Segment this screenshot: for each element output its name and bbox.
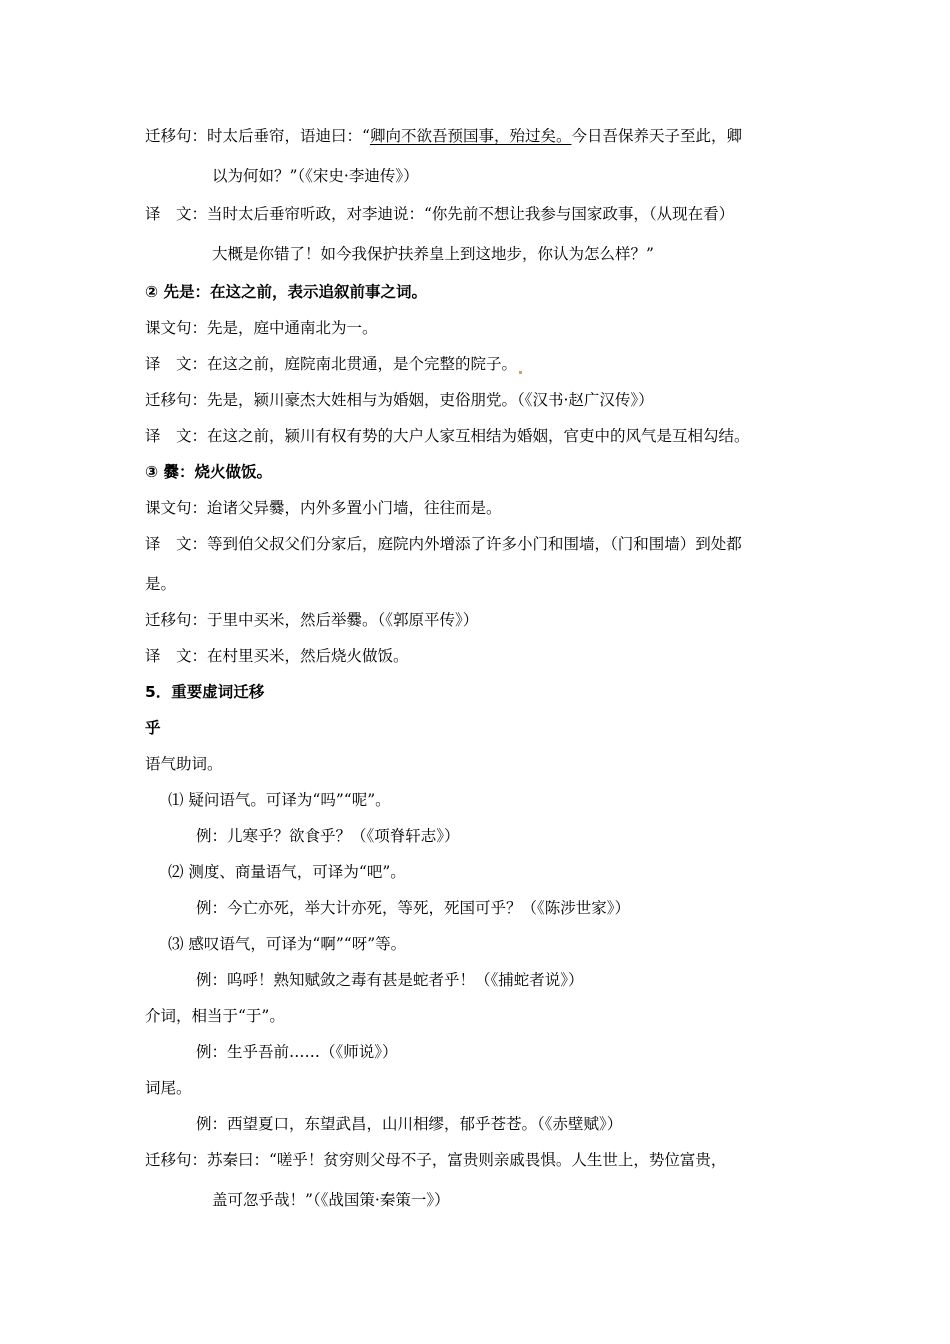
mark-dot [519,371,522,374]
migration-sentence-2: 迁移句：先是，颍川豪杰大姓相与为婚姻，吏俗朋党。（《汉书·赵广汉传》） [145,391,654,409]
function-word-heading: 乎 [145,719,161,737]
underlined-phrase: 卿向不欲吾预国事，殆过矣。 [369,127,572,145]
text-sentence-3: 课文句：迨诸父异爨，内外多置小门墙，往往而是。 [145,499,502,517]
text-segment: 译 文：在这之前，庭院南北贯通，是个完整的院子。 [145,355,518,373]
usage-example-2: 例：今亡亦死，举大计亦死，等死，死国可乎？（《陈涉世家》） [196,899,631,917]
text-segment: 今日吾保养天子至此，卿 [571,127,742,145]
migration-sentence-4-cont: 盖可忽乎哉！”（《战国策·秦策一》） [212,1191,450,1209]
term-heading-2: ② 先是：在这之前，表示追叙前事之词。 [145,283,428,301]
translation-3: 译 文：在这之前，颍川有权有势的大户人家互相结为婚姻，官吏中的风气是互相勾结。 [145,427,750,445]
text-sentence-2: 课文句：先是，庭中通南北为一。 [145,319,378,337]
usage-example-5: 例：西望夏口，东望武昌，山川相缪，郁乎苍苍。（《赤壁赋》） [196,1115,623,1133]
migration-sentence-1 [145,126,742,146]
translation-1-cont: 大概是你错了！如今我保护扶养皇上到这地步，你认为怎么样？” [212,245,654,263]
usage-item-3: ⑶ 感叹语气，可译为“啊”“呀”等。 [168,935,407,953]
migration-sentence-1-cont: 以为何如？”（《宋史·李迪传》） [212,167,419,185]
usage-modal-particle: 语气助词。 [145,755,223,773]
migration-sentence-3: 迁移句：于里中买米，然后举爨。（《郭原平传》） [145,611,479,629]
term-heading-3: ③ 爨：烧火做饭。 [145,463,273,481]
translation-5: 译 文：在村里买米，然后烧火做饭。 [145,647,409,665]
text-segment: 迁移句：时太后垂帘，语迪曰：“ [145,127,370,145]
translation-1: 译 文：当时太后垂帘听政，对李迪说：“你先前不想让我参与国家政事，（从现在看） [145,205,735,223]
migration-sentence-4: 迁移句：苏秦曰：“嗟乎！贫穷则父母不子，富贵则亲戚畏惧。人生世上，势位富贵， [145,1151,727,1169]
usage-preposition: 介词，相当于“于”。 [145,1007,285,1025]
usage-example-4: 例：生乎吾前……（《师说》） [196,1043,398,1061]
translation-4-cont: 是。 [145,575,177,593]
translation-2 [145,354,522,374]
usage-example-3: 例：呜呼！熟知赋敛之毒有甚是蛇者乎！（《捕蛇者说》） [196,971,584,989]
usage-item-2: ⑵ 测度、商量语气，可译为“吧”。 [168,863,406,881]
translation-4: 译 文：等到伯父叔父们分家后，庭院内外增添了许多小门和围墙，（门和围墙）到处都 [145,535,742,553]
usage-suffix: 词尾。 [145,1079,192,1097]
section-heading-5: 5．重要虚词迁移 [145,683,265,701]
usage-example-1: 例：儿寒乎？欲食乎？（《项脊轩志》） [196,827,460,845]
usage-item-1: ⑴ 疑问语气。可译为“吗”“呢”。 [168,791,391,809]
